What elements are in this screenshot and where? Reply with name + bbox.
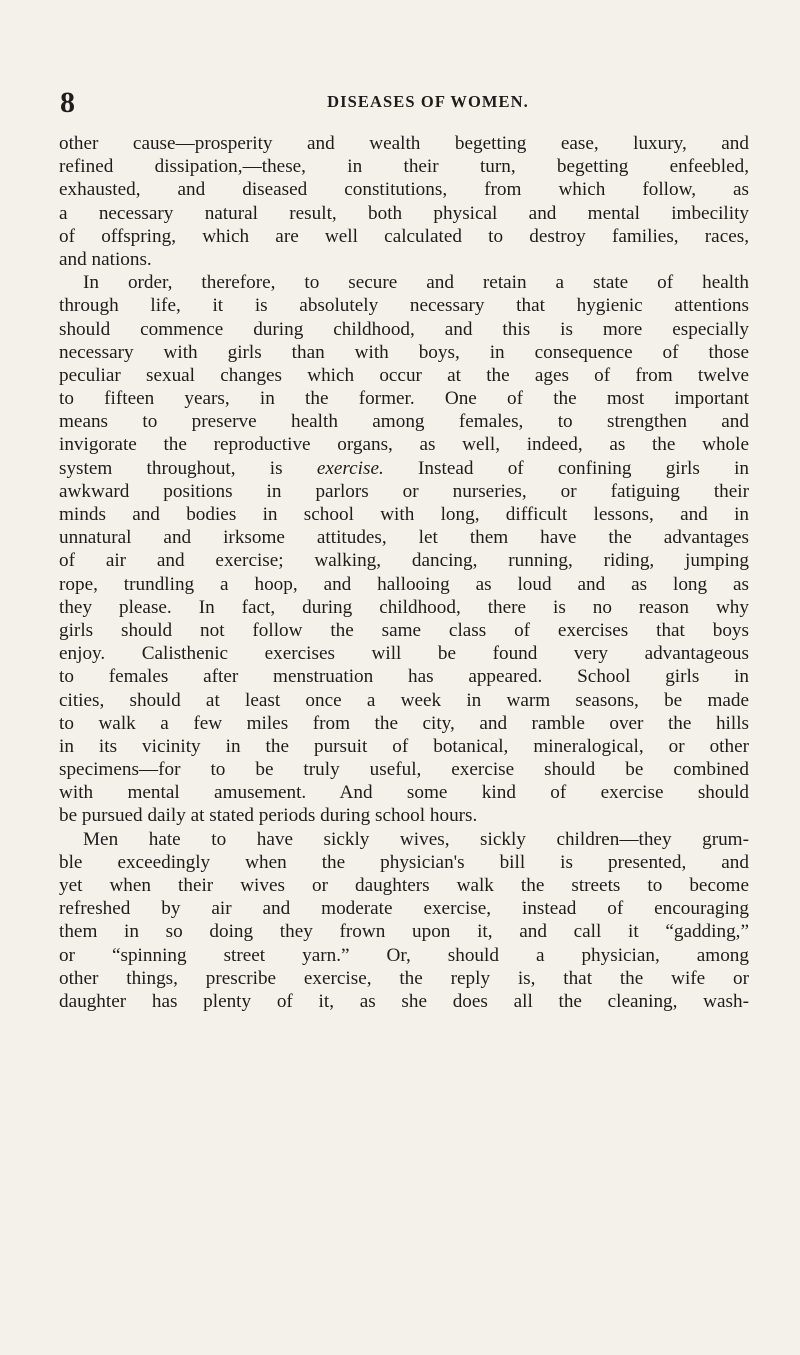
text-line: In order, therefore, to secure and retain a state of health (83, 272, 749, 294)
emphasized-word: exercise. (316, 457, 384, 479)
text-line: enjoy. Calisthenic exercises will be found very advantageous (59, 643, 749, 665)
text-line-with-emphasis (59, 457, 749, 480)
text-line: in its vicinity in the pursuit of botanical, mineralogical, or other (59, 735, 749, 757)
running-head: DISEASES OF WOMEN. (327, 92, 529, 111)
text-line: rope, trundling a hoop, and hallooing as loud and as long as (59, 573, 749, 595)
text-segment: system throughout, is (59, 457, 317, 479)
text-line: awkward positions in parlors or nurseries, or fatiguing their (59, 480, 749, 502)
text-line: to fifteen years, in the former. One of the most important (59, 388, 749, 410)
text-line: a necessary natural result, both physical and mental imbecility (59, 202, 749, 224)
text-line: through life, it is absolutely necessary that hygienic attentions (59, 295, 749, 317)
text-line: refreshed by air and moderate exercise, instead of encouraging (59, 898, 749, 920)
text-line: of air and exercise; walking, dancing, running, riding, jumping (59, 550, 749, 572)
text-line: exhausted, and diseased constitutions, from which follow, as (59, 179, 749, 201)
text-line: other cause—prosperity and wealth begetting ease, luxury, and (59, 133, 749, 154)
text-line: other things, prescribe exercise, the reply is, that the wife or (59, 967, 749, 989)
text-segment: Instead of confining girls in (383, 457, 750, 479)
text-line: minds and bodies in school with long, difficult lessons, and in (59, 504, 749, 525)
text-line: them in so doing they frown upon it, and call it “gadding,” (59, 921, 749, 943)
text-line: ble exceedingly when the physician's bill is presented, and (59, 851, 749, 873)
text-line: to females after menstruation has appeared. School girls in (59, 666, 749, 688)
text-line: unnatural and irksome attitudes, let them have the advantages (59, 527, 749, 549)
text-line: Men hate to have sickly wives, sickly children—they grum- (83, 828, 749, 850)
text-line: yet when their wives or daughters walk the streets to become (59, 875, 749, 896)
text-line: invigorate the reproductive organs, as well, indeed, as the whole (59, 434, 749, 456)
text-line: cities, should at least once a week in warm seasons, be made (59, 689, 749, 711)
text-line: refined dissipation,—these, in their turn, begetting enfeebled, (59, 156, 749, 178)
text-line: peculiar sexual changes which occur at the ages of from twelve (59, 364, 749, 386)
text-line: to walk a few miles from the city, and ramble over the hills (59, 712, 749, 734)
text-line: with mental amusement. And some kind of exercise should (59, 782, 749, 804)
text-line: be pursued daily at stated periods during school hours. (59, 805, 478, 827)
page-header (60, 88, 740, 118)
text-line: specimens—for to be truly useful, exercise should be combined (59, 759, 749, 781)
text-line: of offspring, which are well calculated to destroy families, races, (59, 225, 749, 247)
text-line: they please. In fact, during childhood, there is no reason why (59, 596, 749, 618)
text-line: girls should not follow the same class of exercises that boys (59, 619, 749, 641)
text-line: or “spinning street yarn.” Or, should a physician, among (59, 944, 749, 966)
text-line: daughter has plenty of it, as she does all the cleaning, wash- (59, 990, 749, 1012)
body-text (59, 132, 749, 1013)
text-line: and nations. (59, 248, 152, 270)
text-line: means to preserve health among females, to strengthen and (59, 411, 749, 433)
page-number: 8 (60, 86, 75, 119)
text-line: should commence during childhood, and this is more especially (59, 318, 749, 340)
text-line: necessary with girls than with boys, in consequence of those (59, 341, 749, 363)
